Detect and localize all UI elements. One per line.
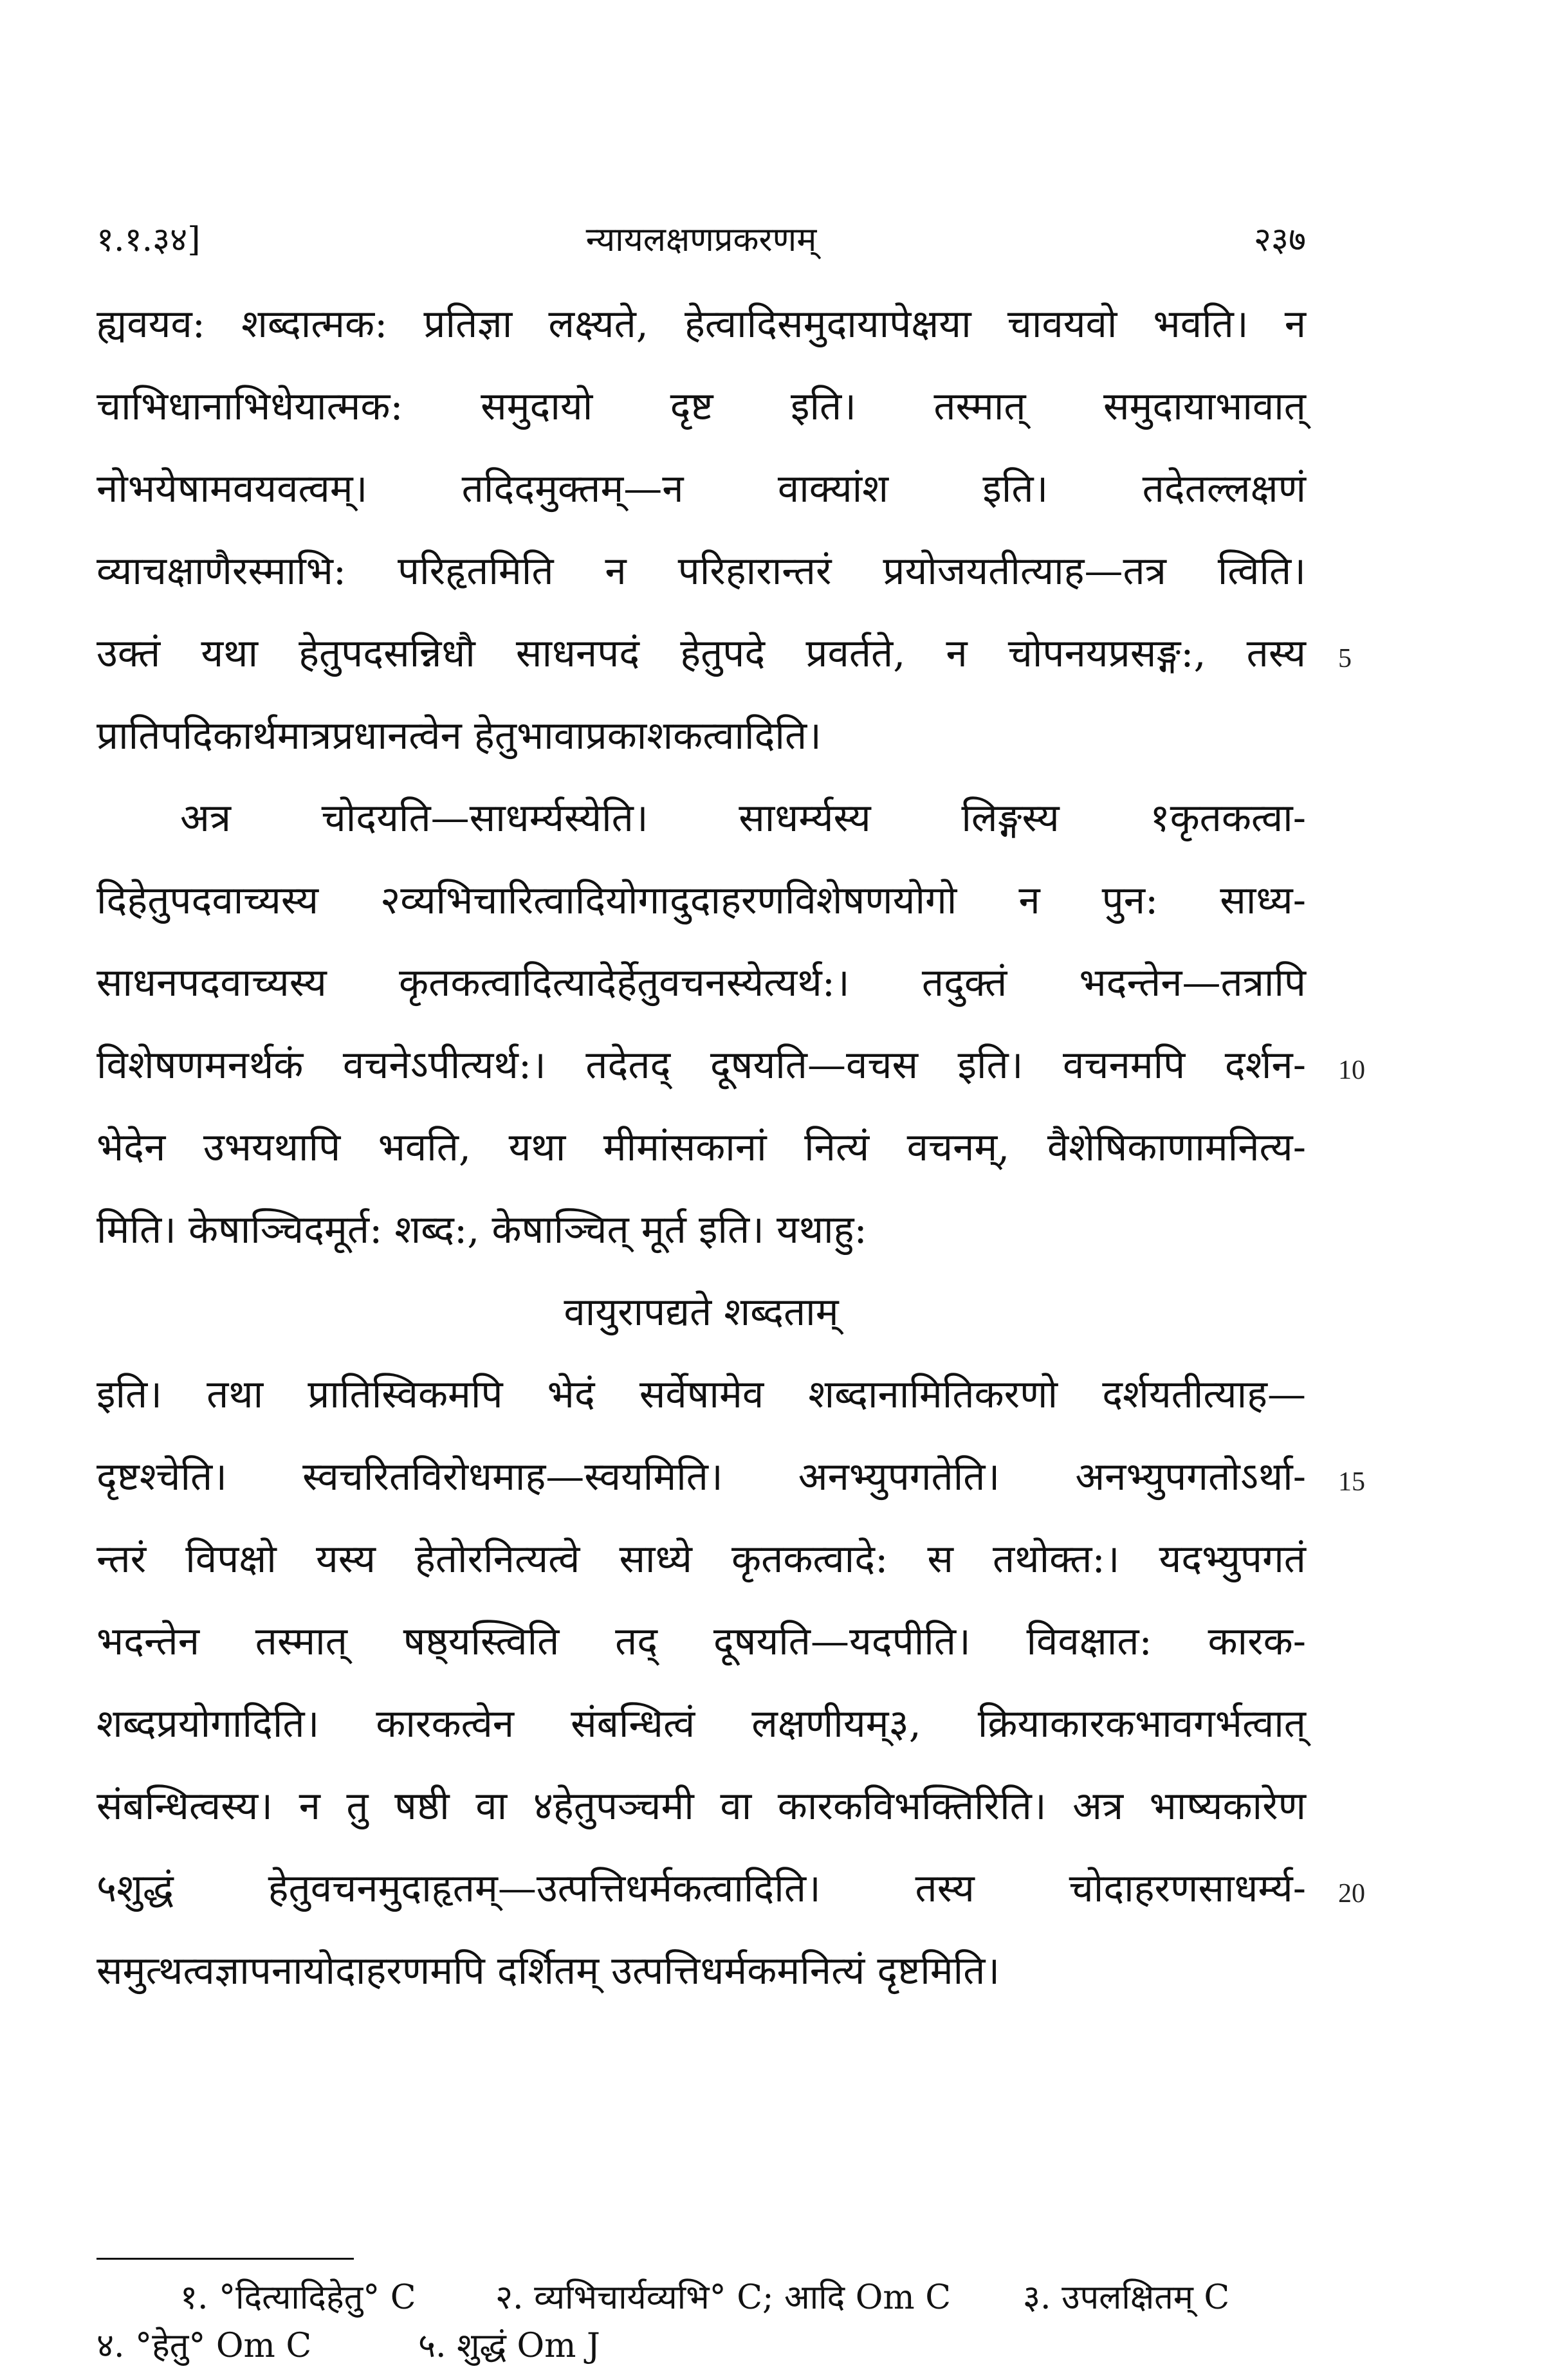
text-line: साधनपदवाच्यस्य कृतकत्वादित्यादेर्हेतुवचनस्येत्यर्थ:। तदुक्तं भदन्तेन—तत्रापि: [96, 960, 1306, 1005]
text-line: चाभिधानाभिधेयात्मक: समुदायो दृष्ट इति। तस्मात् समुदायाभावात्: [96, 384, 1306, 429]
text-line: उक्तं यथा हेतुपदसन्निधौ साधनपदं हेतुपदे प्रवर्तते, न चोपनयप्रसङ्ग:, तस्य: [96, 631, 1306, 676]
chapter-title: न्यायलक्षणप्रकरणम्: [585, 221, 817, 259]
text-line: प्रातिपदिकार्थमात्रप्रधानत्वेन हेतुभावाप्रकाशकत्वादिति।: [96, 713, 822, 758]
page-number: २३७: [1253, 221, 1306, 259]
text-line: नोभयेषामवयवत्वम्। तदिदमुक्तम्—न वाक्यांश इति। तदेतल्लक्षणं: [96, 466, 1306, 511]
section-reference: १.१.३४]: [96, 221, 201, 259]
main-text: [96, 283, 1306, 2012]
text-line: ह्यवयव: शब्दात्मक: प्रतिज्ञा लक्ष्यते, हेत्वादिसमुदायापेक्षया चावयवो भवति। न: [96, 302, 1306, 347]
paragraph-first-line: अत्र चोदयति—साधर्म्यस्येति। साधर्म्यस्य लिङ्गस्य १कृतकत्वा-: [180, 796, 1306, 841]
verse-quotation: वायुरापद्यते शब्दताम्: [564, 1290, 839, 1335]
text-line: विशेषणमनर्थकं वचनेऽपीत्यर्थ:। तदेतद् दूषयति—वचस इति। वचनमपि दर्शन-: [96, 1043, 1306, 1088]
text-line: शब्दप्रयोगादिति। कारकत्वेन संबन्धित्वं लक्षणीयम्३, क्रियाकारकभावगर्भत्वात्: [96, 1701, 1306, 1746]
text-line: दृष्टश्चेति। स्वचरितविरोधमाह—स्वयमिति। अनभ्युपगतेति। अनभ्युपगतोऽर्था-: [96, 1454, 1306, 1499]
footnotes: [96, 2274, 1306, 2370]
text-line: इति। तथा प्रातिस्विकमपि भेदं सर्वेषामेव शब्दानामितिकरणो दर्शयतीत्याह—: [96, 1372, 1306, 1417]
text-line: संबन्धित्वस्य। न तु षष्ठी वा ४हेतुपञ्चमी वा कारकविभक्तिरिति। अत्र भाष्यकारेण: [96, 1784, 1306, 1829]
text-line: ५शुद्धं हेतुवचनमुदाहृतम्—उत्पत्तिधर्मकत्वादिति। तस्य चोदाहरणसाधर्म्य-: [96, 1866, 1306, 1911]
footnote: ३. उपलक्षितम् C: [1023, 2278, 1230, 2317]
footnote: १. °दित्यादिहेतु° C: [180, 2278, 416, 2317]
footnote: ५. शुद्धं Om J: [418, 2327, 600, 2365]
line-number-marker: 5: [1338, 644, 1352, 673]
text-line: मिति। केषाञ्चिदमूर्त: शब्द:, केषाञ्चित् मूर्त इति। यथाहु:: [96, 1207, 867, 1252]
text-line: भदन्तेन तस्मात् षष्ठ्यस्त्विति तद् दूषयति—यदपीति। विवक्षात: कारक-: [96, 1619, 1306, 1664]
running-header: [96, 215, 1306, 267]
text-line: न्तरं विपक्षो यस्य हेतोरनित्यत्वे साध्ये कृतकत्वादे: स तथोक्त:। यदभ्युपगतं: [96, 1537, 1306, 1582]
footnote-divider: [96, 2258, 354, 2260]
footnote: २. व्यभिचार्यव्यभि° C; आदि Om C: [495, 2278, 951, 2317]
text-line: भेदेन उभयथापि भवति, यथा मीमांसकानां नित्यं वचनम्, वैशेषिकाणामनित्य-: [96, 1125, 1306, 1170]
footnote: ४. °हेतु° Om C: [96, 2327, 312, 2365]
line-number-marker: 20: [1338, 1879, 1365, 1909]
line-number-marker: 15: [1338, 1467, 1365, 1497]
text-line: दिहेतुपदवाच्यस्य २व्यभिचारित्वादियोगादुदाहरणविशेषणयोगो न पुन: साध्य-: [96, 878, 1306, 923]
text-line: व्याचक्षाणैरस्माभि: परिहृतमिति न परिहारान्तरं प्रयोजयतीत्याह—तत्र त्विति।: [96, 549, 1306, 594]
text-line: समुत्थत्वज्ञापनायोदाहरणमपि दर्शितम् उत्पत्तिधर्मकमनित्यं दृष्टमिति।: [96, 1948, 1000, 1993]
line-number-marker: 10: [1338, 1056, 1365, 1085]
